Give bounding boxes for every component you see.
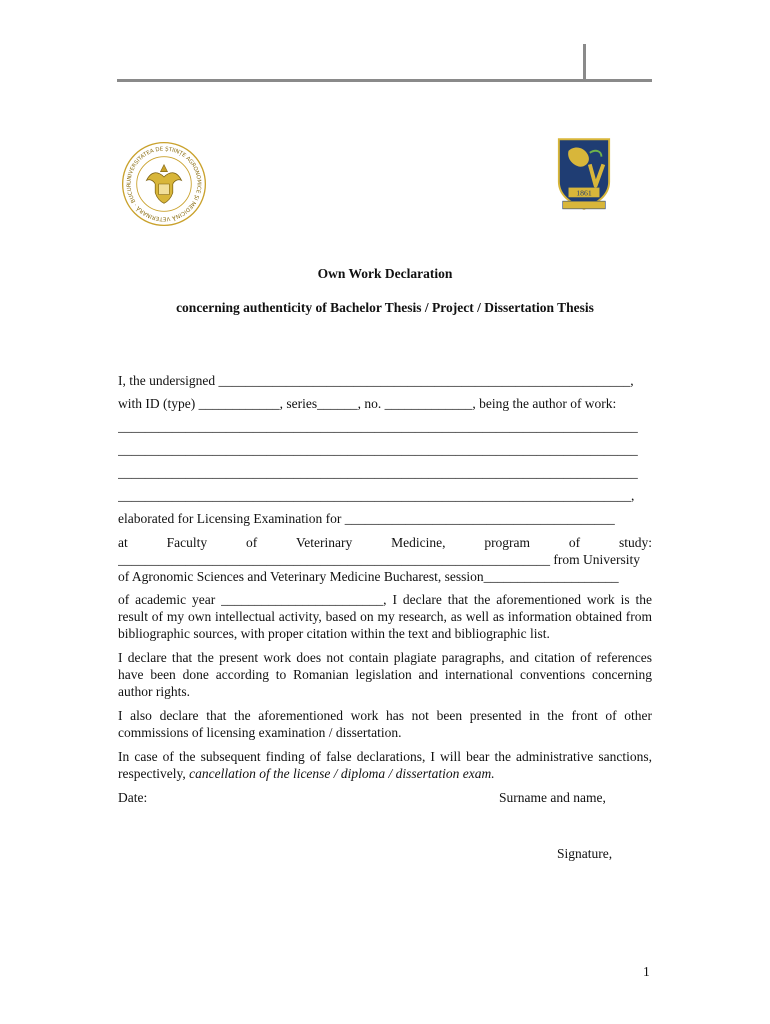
faculty-word: study: — [618, 535, 652, 550]
faculty-word: of — [568, 535, 581, 550]
crest-year: 1861 — [576, 188, 592, 198]
signature-label: Signature, — [557, 846, 613, 861]
plagiarism-paragraph: I declare that the present work does not contain plagiate paragraphs, and citation of references have been done according to Romanian legislation and international conventions concerning author rights. — [118, 650, 652, 699]
undersigned-line: I, the undersigned _____________________________________________________________, — [118, 373, 634, 388]
header-rule — [117, 79, 652, 82]
date-name-row — [118, 789, 652, 806]
seal-text: UNIVERSITATEA DE ȘTIINȚE AGRONOMICE ȘI MEDICINĂ VETERINARĂ · BUCUR — [126, 146, 202, 222]
work-title-blank-1: _____________________________________________________________________________ — [118, 419, 638, 434]
work-title-blank-4: ____________________________________________________________________________, — [118, 488, 635, 503]
date-label: Date: — [118, 790, 148, 805]
academic-year-paragraph: of academic year ________________________, I declare that the aforementioned work is the result of my own intellectual activity, based on my research, as well as information obtained from bibliographic sources, with proper citation within the text and bibliographic list. — [118, 592, 652, 641]
faculty-word: program — [484, 535, 531, 550]
faculty-word: Medicine, — [391, 535, 446, 550]
not-presented-paragraph: I also declare that the aforementioned work has not been presented in the front of other commissions of licensing examination / dissertation. — [118, 708, 652, 740]
faculty-line — [118, 534, 652, 551]
faculty-word: Faculty — [166, 535, 208, 550]
id-line: with ID (type) ____________, series______, no. _____________, being the author of work: — [118, 396, 617, 411]
work-title-blank-3: _____________________________________________________________________________ — [118, 465, 638, 480]
university-seal-logo — [120, 140, 208, 228]
work-title-blank-2: _____________________________________________________________________________ — [118, 442, 638, 457]
false-declaration-text: In case of the subsequent finding of false declarations, I will bear the administrative sanctions, respectively, — [118, 749, 652, 781]
faculty-word: of — [245, 535, 258, 550]
faculty-word: Veterinary — [296, 535, 353, 550]
header-tick — [583, 44, 586, 80]
false-declaration-paragraph — [118, 748, 652, 782]
page-number: 1 — [643, 964, 650, 979]
licensing-exam-line: elaborated for Licensing Examination for ________________________________________ — [118, 511, 615, 526]
surname-label: Surname and name, — [499, 790, 606, 805]
false-declaration-sanction: cancellation of the license / diploma / dissertation exam. — [189, 766, 495, 781]
study-program-line: ________________________________________________________________ from University — [118, 552, 640, 567]
page-subtitle: concerning authenticity of Bachelor Thesis / Project / Dissertation Thesis — [176, 300, 594, 315]
declaration-body — [118, 372, 652, 806]
faculty-crest-logo — [555, 137, 613, 215]
university-session-line: of Agronomic Sciences and Veterinary Medicine Bucharest, session____________________ — [118, 569, 619, 584]
page-title: Own Work Declaration — [317, 266, 453, 281]
faculty-word: at — [118, 535, 128, 550]
